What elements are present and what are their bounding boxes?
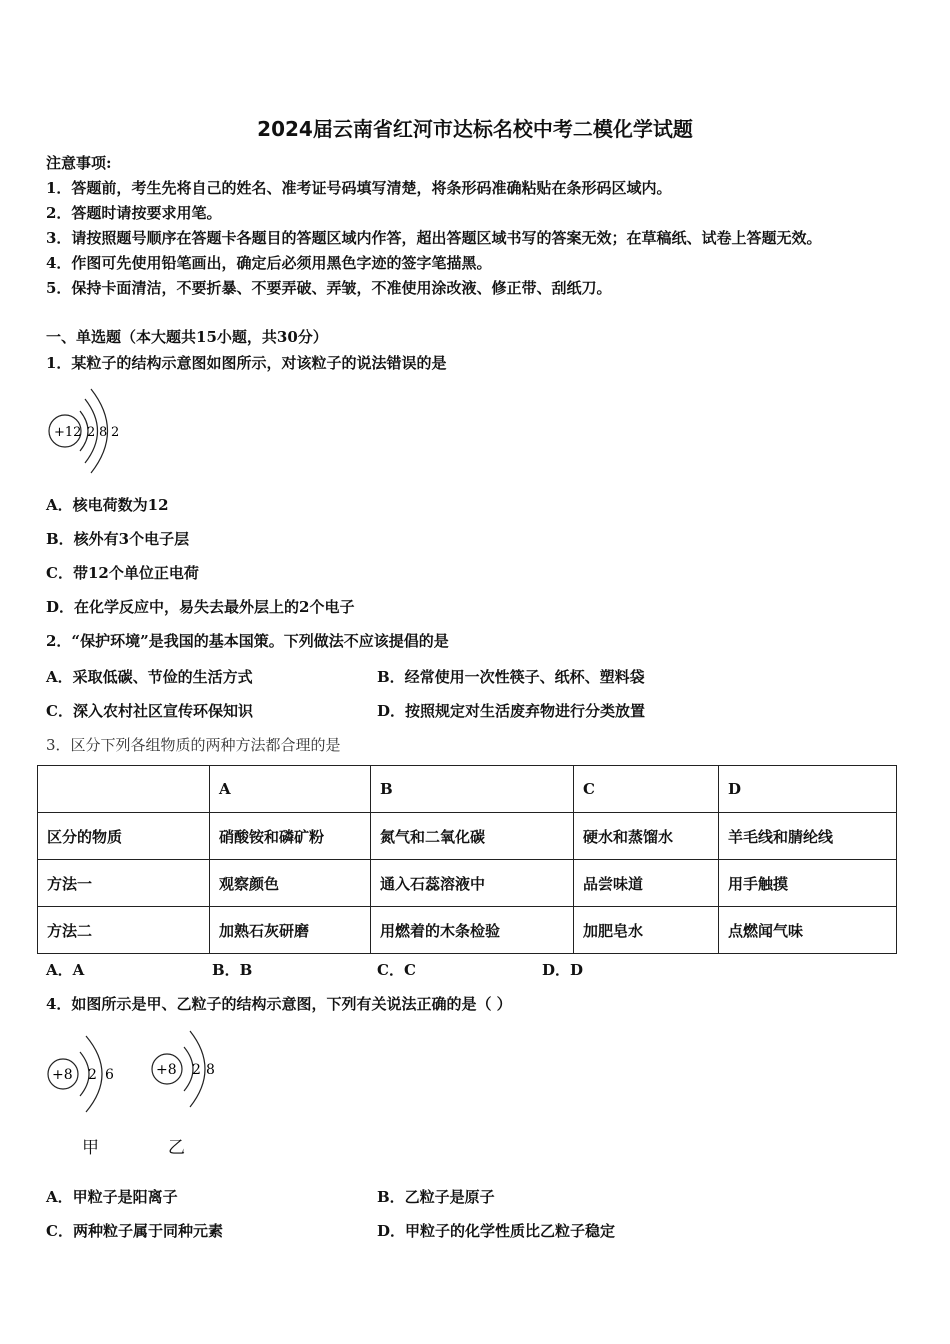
nucleus-charge: +8 xyxy=(52,1067,73,1083)
table-header-row xyxy=(38,766,897,813)
table-cell: 用手触摸 xyxy=(719,860,897,907)
shell-electron-count: 8 xyxy=(206,1062,215,1078)
question-1-stem: 1．某粒子的结构示意图如图所示，对该粒子的说法错误的是 xyxy=(46,354,447,372)
table-cell: 点燃闻气味 xyxy=(719,907,897,954)
table-row xyxy=(38,860,897,907)
table-cell: 羊毛线和腈纶线 xyxy=(719,813,897,860)
question-3-option: C．C xyxy=(377,961,416,979)
question-3-table xyxy=(37,765,897,954)
section-heading: 一、单选题（本大题共15小题，共30分） xyxy=(46,328,328,346)
notice-heading: 注意事项: xyxy=(46,154,112,172)
shell-electron-count: 2 xyxy=(87,425,96,440)
question-1-option: B．核外有3个电子层 xyxy=(46,530,190,548)
nucleus-charge: +12 xyxy=(54,425,82,440)
table-cell: 加肥皂水 xyxy=(574,907,719,954)
question-2-option: A．采取低碳、节俭的生活方式 xyxy=(46,668,253,686)
question-1-option: A．核电荷数为12 xyxy=(46,496,169,514)
atom-structure-diagram-q1 xyxy=(44,385,124,480)
atom-structure-diagram-jia xyxy=(44,1030,124,1115)
table-row xyxy=(38,907,897,954)
question-3-option: A．A xyxy=(46,961,85,979)
table-row xyxy=(38,813,897,860)
table-cell: 方法二 xyxy=(38,907,210,954)
table-cell: 用燃着的木条检验 xyxy=(371,907,574,954)
question-4-option: B．乙粒子是原子 xyxy=(377,1188,495,1206)
diagram-label-jia: 甲 xyxy=(82,1138,99,1158)
table-cell: 方法一 xyxy=(38,860,210,907)
question-2-stem: 2．“保护环境”是我国的基本国策。下列做法不应该提倡的是 xyxy=(46,632,449,650)
table-cell: A xyxy=(210,766,371,813)
table-cell: 氮气和二氧化碳 xyxy=(371,813,574,860)
question-2-option: B．经常使用一次性筷子、纸杯、塑料袋 xyxy=(377,668,645,686)
table-cell: 区分的物质 xyxy=(38,813,210,860)
notice-item: 4．作图可先使用铅笔画出，确定后必须用黑色字迹的签字笔描黑。 xyxy=(46,254,492,272)
notice-item: 3．请按照题号顺序在答题卡各题目的答题区域内作答，超出答题区域书写的答案无效；在草稿纸、试卷上答题无效。 xyxy=(46,229,822,247)
question-2-option: C．深入农村社区宣传环保知识 xyxy=(46,702,253,720)
question-2-option: D．按照规定对生活废弃物进行分类放置 xyxy=(377,702,646,720)
shell-electron-count: 2 xyxy=(111,425,120,440)
question-3-option: B．B xyxy=(212,961,253,979)
shell-electron-count: 2 xyxy=(192,1062,201,1078)
notice-item: 1．答题前，考生先将自己的姓名、准考证号码填写清楚，将条形码准确粘贴在条形码区域内。 xyxy=(46,179,672,197)
table-cell: C xyxy=(574,766,719,813)
notice-item: 2．答题时请按要求用笔。 xyxy=(46,204,222,222)
question-3-stem: 3．区分下列各组物质的两种方法都合理的是 xyxy=(46,736,341,754)
question-4-stem: 4．如图所示是甲、乙粒子的结构示意图，下列有关说法正确的是（ ） xyxy=(46,995,512,1013)
table-cell: 硬水和蒸馏水 xyxy=(574,813,719,860)
table-cell xyxy=(38,766,210,813)
question-3-option: D．D xyxy=(542,961,584,979)
table-cell: D xyxy=(719,766,897,813)
table-cell: B xyxy=(371,766,574,813)
nucleus-charge: +8 xyxy=(156,1062,177,1078)
shell-electron-count: 2 xyxy=(88,1067,97,1083)
question-1-option: D．在化学反应中，易失去最外层上的2个电子 xyxy=(46,598,355,616)
question-4-option: C．两种粒子属于同种元素 xyxy=(46,1222,223,1240)
table-cell: 观察颜色 xyxy=(210,860,371,907)
diagram-label-yi: 乙 xyxy=(168,1138,185,1158)
question-1-option: C．带12个单位正电荷 xyxy=(46,564,199,582)
page-title: 2024届云南省红河市达标名校中考二模化学试题 xyxy=(257,117,693,141)
question-4-option: A．甲粒子是阳离子 xyxy=(46,1188,178,1206)
question-4-option: D．甲粒子的化学性质比乙粒子稳定 xyxy=(377,1222,616,1240)
atom-structure-diagram-yi xyxy=(148,1027,228,1112)
shell-electron-count: 6 xyxy=(105,1067,114,1083)
table-cell: 品尝味道 xyxy=(574,860,719,907)
notice-item: 5．保持卡面清洁，不要折暴、不要弄破、弄皱，不准使用涂改液、修正带、刮纸刀。 xyxy=(46,279,612,297)
table-cell: 通入石蕊溶液中 xyxy=(371,860,574,907)
shell-electron-count: 8 xyxy=(99,425,108,440)
table-cell: 加熟石灰研磨 xyxy=(210,907,371,954)
table-cell: 硝酸铵和磷矿粉 xyxy=(210,813,371,860)
